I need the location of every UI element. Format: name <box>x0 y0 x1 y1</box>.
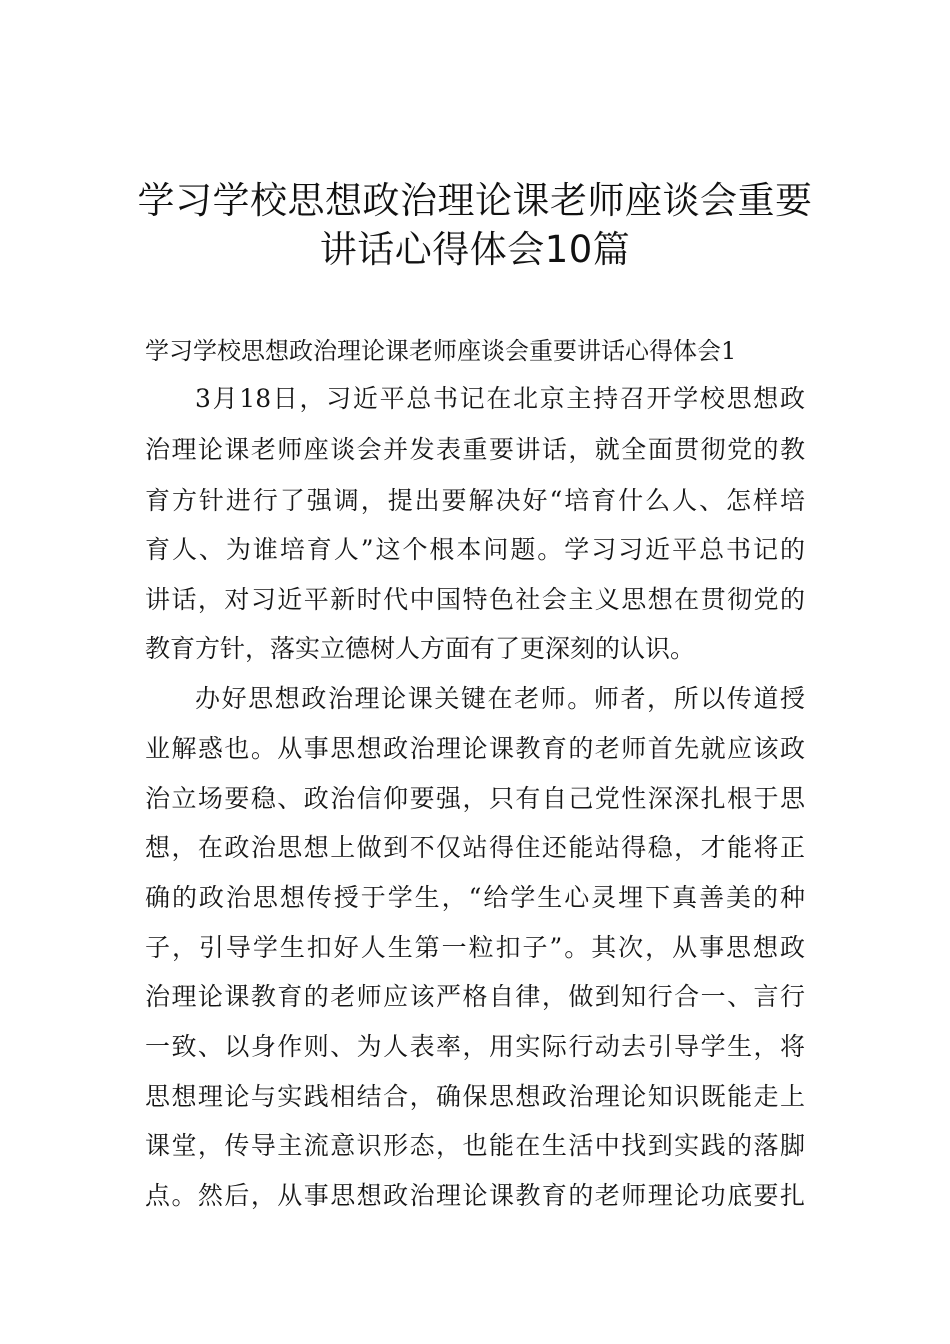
paragraph-2-line-6: 子，引导学生扣好人生第一粒扣子”。其次，从事思想政 <box>145 933 805 962</box>
paragraph-1-line-1: 3月18日，习近平总书记在北京主持召开学校思想政 <box>195 384 805 413</box>
paragraph-2-line-4: 想，在政治思想上做到不仅站得住还能站得稳，才能将正 <box>145 833 805 862</box>
paragraph-1-line-3: 育方针进行了强调，提出要解决好“培育什么人、怎样培 <box>145 486 805 515</box>
document-title-line-1: 学习学校思想政治理论课老师座谈会重要 <box>137 179 813 222</box>
paragraph-1-line-6: 教育方针，落实立德树人方面有了更深刻的认识。 <box>145 634 696 663</box>
paragraph-2-line-3: 治立场要稳、政治信仰要强，只有自己党性深深扎根于思 <box>145 784 805 813</box>
paragraph-2-line-7: 治理论课教育的老师应该严格自律，做到知行合一、言行 <box>145 982 805 1011</box>
document-title-line-2: 讲话心得体会10篇 <box>319 228 631 271</box>
paragraph-2-line-9: 思想理论与实践相结合，确保思想政治理论知识既能走上 <box>145 1082 805 1111</box>
paragraph-1-line-4: 育人、为谁培育人”这个根本问题。学习习近平总书记的 <box>145 535 805 564</box>
paragraph-2-line-5: 确的政治思想传授于学生，“给学生心灵埋下真善美的种 <box>145 883 805 912</box>
paragraph-2-line-10: 课堂，传导主流意识形态，也能在生活中找到实践的落脚 <box>145 1131 805 1160</box>
paragraph-1-line-2: 治理论课老师座谈会并发表重要讲话，就全面贯彻党的教 <box>145 435 805 464</box>
paragraph-2-line-11: 点。然后，从事思想政治理论课教育的老师理论功底要扎 <box>145 1181 805 1210</box>
paragraph-2-line-2: 业解惑也。从事思想政治理论课教育的老师首先就应该政 <box>145 734 805 763</box>
paragraph-1-line-5: 讲话，对习近平新时代中国特色社会主义思想在贯彻党的 <box>145 585 805 614</box>
section-heading: 学习学校思想政治理论课老师座谈会重要讲话心得体会1 <box>145 337 737 365</box>
paragraph-2-line-8: 一致、以身作则、为人表率，用实际行动去引导学生，将 <box>145 1032 805 1061</box>
paragraph-2-line-1: 办好思想政治理论课关键在老师。师者，所以传道授 <box>195 684 805 713</box>
